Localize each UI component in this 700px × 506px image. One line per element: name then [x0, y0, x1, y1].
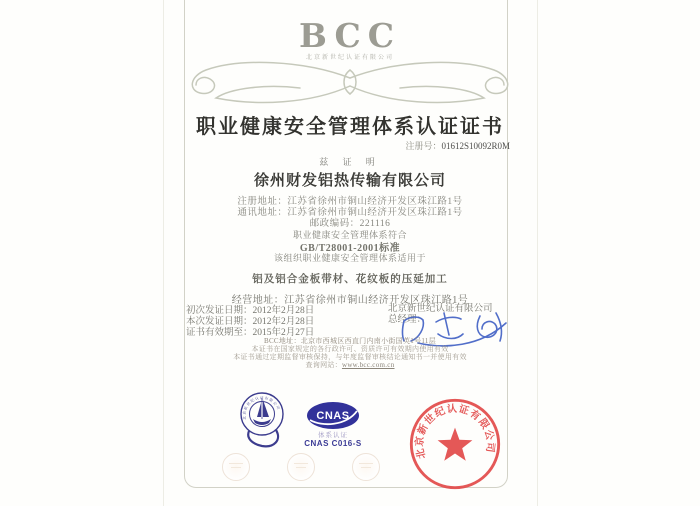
certificate-title: 职业健康安全管理体系认证证书 — [196, 116, 504, 138]
watermark-circle — [352, 453, 380, 481]
cnas-type-label: 体系认证 — [318, 432, 348, 439]
website-url: www.bcc.com.cn — [341, 361, 395, 369]
mailing-address: 通讯地址：江苏省徐州市铜山经济开发区珠江路1号 — [237, 208, 463, 218]
fine-print-line-1: BCC地址：北京市西城区西直门内南小街国英1号11层 — [263, 337, 437, 345]
postal-code: 邮政编码：221116 — [309, 219, 391, 229]
cnas-mark — [306, 401, 360, 430]
website-line — [0, 362, 700, 370]
seal-company-text: 北京新世纪认证有限公司 — [414, 403, 496, 460]
cnas-name-text: CNAS — [316, 410, 350, 422]
sailboat-icon — [253, 398, 271, 425]
fine-print-line-2: 本证书在国家规定的各行政许可、资质许可有效期内使用有效 — [251, 345, 449, 353]
bcc-logo: BCC — [298, 16, 402, 55]
watermark-circle — [287, 453, 315, 481]
bcc-accreditation-mark — [236, 390, 288, 448]
company-name: 徐州财发铝热传输有限公司 — [253, 173, 446, 189]
standard-line: GB/T28001-2001标准 — [299, 243, 401, 254]
bcc-ring-text: 北京新世纪认证有限公司 — [242, 395, 281, 420]
watermark-circle — [222, 453, 250, 481]
certification-scope: 铝及铝合金板带材、花纹板的压延加工 — [252, 274, 448, 285]
conformity-line: 职业健康安全管理体系符合 — [292, 230, 407, 240]
issuer-red-seal — [407, 396, 503, 492]
registered-address: 注册地址：江苏省徐州市铜山经济开发区珠江路1号 — [237, 197, 463, 207]
valid-until-date: 证书有效期至：2015年2月27日 — [186, 328, 315, 338]
cnas-code-label: CNAS C016-S — [304, 439, 362, 448]
current-issue-date: 本次发证日期：2012年2月28日 — [186, 317, 315, 327]
fine-print-line-3: 本证书通过定期监督审核保持，与年度监督审核结论通知书一并使用有效 — [233, 353, 467, 361]
seal-star-icon — [438, 428, 473, 461]
issuer-name: 北京新世纪认证有限公司 — [388, 304, 493, 314]
flourish-ornament — [178, 54, 522, 110]
general-manager-label: 总经理： — [388, 315, 427, 325]
bcc-logo-subtext: 北京新世纪认证有限公司 — [305, 55, 394, 61]
certify-line: 兹 证 明 — [319, 157, 381, 167]
registration-number-line — [300, 139, 510, 152]
business-address: 经营地址：江苏省徐州市铜山经济开发区珠江路1号 — [231, 295, 469, 306]
first-issue-date: 初次发证日期：2012年2月28日 — [186, 306, 315, 316]
scope-intro-line: 该组织职业健康安全管理体系适用于 — [273, 253, 426, 263]
registration-number-label: 注册号： — [405, 141, 442, 151]
registration-number-value: 01612S10092R0M — [441, 141, 510, 151]
website-label: 查询网站： — [305, 361, 342, 369]
